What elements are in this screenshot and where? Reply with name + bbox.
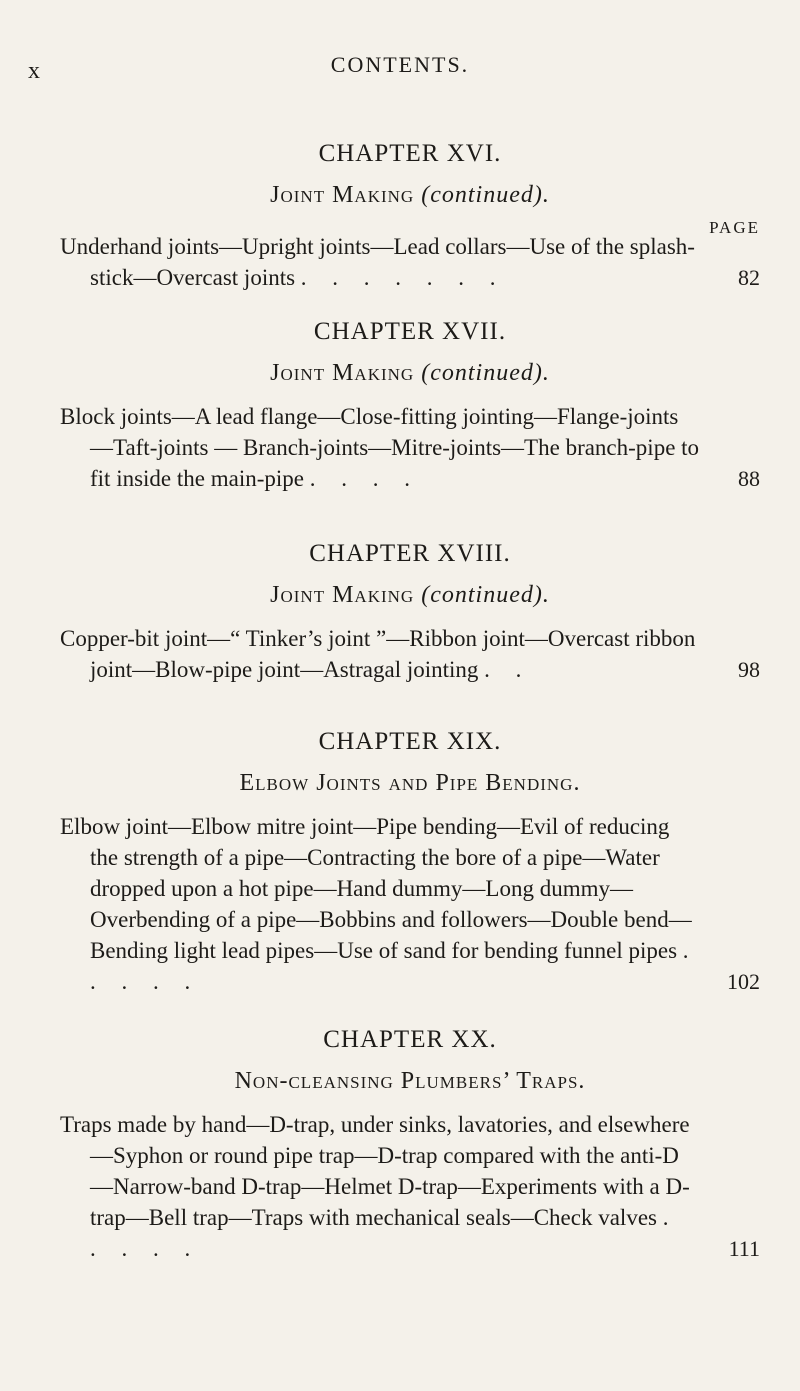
page-reference: 98: [738, 657, 760, 682]
subtitle-note: (continued).: [421, 582, 550, 608]
chapter-summary: Elbow joint—Elbow mitre joint—Pipe bending—Evil of reducing the strength of a pipe—Contracting the bore of a pipe—Water dropped upon a hot pipe—Hand dummy—Long dummy—Overbending of a pipe—Bobbins and followers—Double bend—Bending light lead pipes—Use of sand for bending funnel pipes . . . . . 102: [60, 811, 760, 997]
page-reference: 88: [738, 466, 760, 491]
chapter-subtitle: Non-cleansing Plumbers’ Traps.: [234, 1068, 586, 1094]
subtitle-note: (continued).: [421, 182, 550, 208]
dot-leader: . . . . .: [90, 938, 699, 994]
dot-leader: . .: [484, 657, 532, 682]
chapter-summary: Block joints—A lead flange—Close-fitting jointing—Flange-joints—Taft-joints — Branch-joints—Mitre-joints—The branch-pipe to fit inside the main-pipe . . . . 88: [60, 401, 760, 494]
chapter-subtitle: Joint Making (continued).: [270, 582, 550, 608]
chapter-18: [60, 540, 760, 685]
chapter-17: [60, 318, 760, 494]
page-reference: 102: [727, 969, 760, 994]
chapter-20: [60, 1026, 760, 1264]
page-column-label: PAGE: [709, 218, 760, 237]
chapter-summary: Underhand joints—Upright joints—Lead collars—Use of the splash-stick—Overcast joints . . . . . . . 82: [60, 231, 760, 293]
chapter-19: [60, 728, 760, 997]
page-number: x: [28, 58, 40, 84]
chapter-title: CHAPTER XIX.: [318, 728, 502, 755]
chapter-16: [60, 140, 760, 293]
chapter-title: CHAPTER XVI.: [318, 140, 502, 167]
page-reference: 111: [728, 1236, 760, 1261]
chapter-subtitle: Joint Making (continued).: [270, 182, 550, 208]
chapter-title: CHAPTER XVIII.: [309, 540, 511, 567]
dot-leader: . . . . .: [90, 1205, 679, 1261]
subtitle-note: (continued).: [421, 360, 550, 386]
chapter-subtitle: Joint Making (continued).: [270, 360, 550, 386]
page-reference: 82: [738, 265, 760, 290]
running-title: CONTENTS.: [330, 52, 470, 77]
chapter-title: CHAPTER XVII.: [313, 318, 507, 345]
chapter-subtitle: Elbow Joints and Pipe Bending.: [239, 770, 581, 796]
dot-leader: . . . . . . .: [300, 265, 506, 290]
chapter-title: CHAPTER XX.: [323, 1026, 497, 1053]
chapter-summary: Copper-bit joint—“ Tinker’s joint ”—Ribbon joint—Overcast ribbon joint—Blow-pipe joint—Astragal jointing . . 98: [60, 623, 760, 685]
dot-leader: . . . .: [309, 466, 420, 491]
chapter-summary: Traps made by hand—D-trap, under sinks, lavatories, and elsewhere—Syphon or round pipe trap—D-trap compared with the anti-D—Narrow-band D-trap—Helmet D-trap—Experiments with a D-trap—Bell trap—Traps with mechanical seals—Check valves . . . . . 111: [60, 1109, 760, 1264]
